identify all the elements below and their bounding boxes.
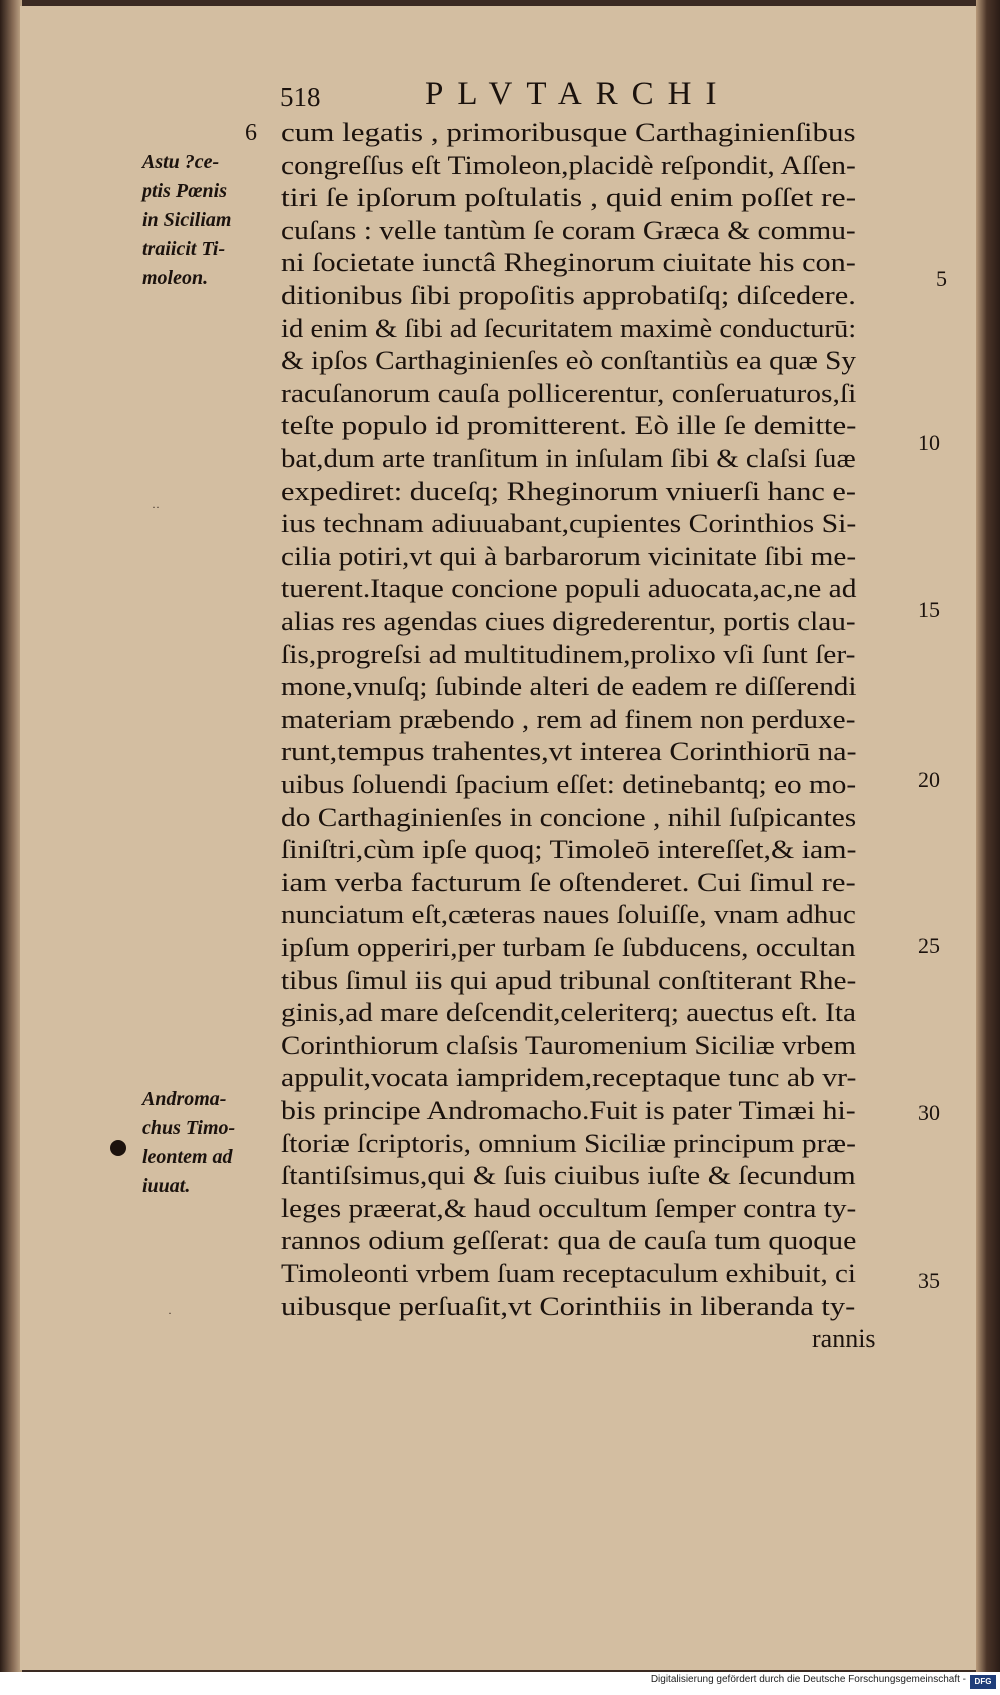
body-line: tuerent.Itaque concione populi aduocata,ac,ne ad: [281, 574, 857, 603]
body-line: ius technam adiuuabant,cupientes Corinthios Si-: [281, 509, 857, 538]
margin-bullet-mark: [110, 1140, 126, 1156]
marginal-note-line: iuuat.: [142, 1175, 191, 1197]
body-line: rannis: [812, 1324, 876, 1353]
marginal-note-line: ptis Pœnis: [142, 180, 228, 202]
running-title: PLVTARCHI: [425, 76, 731, 112]
margin-speck: ··: [152, 500, 160, 514]
page-right-edge: [976, 0, 1000, 1672]
body-line: nunciatum eſt,cæteras naues ſoluiſſe, vnam adhuc: [281, 900, 856, 929]
marginal-note-2: [142, 1085, 235, 1201]
body-line: Timoleonti vrbem ſuam receptaculum exhibuit, ci: [281, 1259, 856, 1288]
page-number: 518: [280, 82, 321, 112]
body-line: alias res agendas ciues digrederentur, portis clau-: [281, 607, 856, 636]
body-line: ipſum opperiri,per turbam ſe ſubducens, occultan: [281, 933, 856, 962]
body-line: uibusque perſuaſit,vt Corinthiis in liberanda ty-: [281, 1292, 856, 1321]
line-number: 20: [918, 767, 940, 792]
footer-strip: [0, 1672, 1000, 1695]
body-line: Corinthiorum claſsis Tauromenium Siciliæ vrbem: [281, 1031, 857, 1060]
marginal-note-1: [142, 148, 231, 293]
line-number: 35: [918, 1268, 940, 1293]
marginal-note-line: Astu ?ce-: [142, 151, 220, 173]
body-line: leges præerat,& haud occultum ſemper contra ty-: [281, 1194, 857, 1223]
line-number: 25: [918, 933, 940, 958]
dfg-logo: DFG: [970, 1675, 996, 1689]
body-line: bis principe Andromacho.Fuit is pater Timæi hi-: [281, 1096, 856, 1125]
marginal-note-line: Androma-: [142, 1088, 227, 1110]
line-number: 30: [918, 1100, 940, 1125]
body-line: ni ſocietate iunctâ Rheginorum ciuitate his con-: [281, 248, 856, 277]
body-line: appulit,vocata iampridem,receptaque tunc ab vr-: [281, 1063, 857, 1092]
marginal-note-line: moleon.: [142, 267, 209, 289]
body-line: ſtantiſsimus,qui & ſuis ciuibus iuſte & ſecundum: [281, 1161, 856, 1190]
body-line: teſte populo id promitterent. Eò ille ſe demitte-: [281, 411, 857, 440]
body-line: racuſanorum cauſa pollicerentur, conſeruaturos,ſi: [281, 379, 857, 408]
line-number: 15: [918, 597, 940, 622]
margin-speck: ·: [168, 1306, 172, 1320]
marginal-note-line: in Siciliam: [142, 209, 232, 231]
body-line: ginis,ad mare deſcendit,celeriterq; auectus eſt. Ita: [281, 998, 856, 1027]
body-line: ſiniſtri,cùm ipſe quoq; Timoleō intereſſet,& iam-: [281, 835, 857, 864]
body-line: cilia potiri,vt qui à barbarorum vicinitate ſibi me-: [281, 542, 857, 571]
body-line: materiam præbendo , rem ad finem non perduxe-: [281, 705, 856, 734]
digitization-credit: Digitalisierung gefördert durch die Deutsche Forschungsgemeinschaft -: [650, 1674, 966, 1685]
marginal-note-line: chus Timo-: [142, 1117, 236, 1139]
top-margin-mark: 6: [245, 120, 257, 146]
marginal-note-line: leontem ad: [142, 1146, 233, 1168]
body-line: cuſans : velle tantùm ſe coram Græca & commu-: [281, 216, 856, 245]
body-line: bat,dum arte tranſitum in inſulam ſibi & claſsi ſuæ: [281, 444, 856, 473]
body-line: & ipſos Carthaginienſes eò conſtantiùs ea quæ Sy: [281, 346, 856, 375]
body-line: tibus ſimul iis qui apud tribunal conſtiterant Rhe-: [281, 966, 857, 995]
line-number: 5: [936, 266, 947, 291]
body-line: rannos odium geſſerat: qua de cauſa tum quoque: [281, 1226, 857, 1255]
line-number: 10: [918, 430, 940, 455]
body-line: cum legatis , primoribusque Carthaginienſibus: [281, 118, 856, 147]
body-line: congreſſus eſt Timoleon,placidè reſpondit, Aſſen-: [281, 151, 856, 180]
body-line: do Carthaginienſes in concione , nihil ſuſpicantes: [281, 803, 857, 832]
body-line: ſtoriæ ſcriptoris, omnium Siciliæ principum præ-: [281, 1129, 856, 1158]
body-line: ſis,progreſsi ad multitudinem,prolixo vſi ſunt ſer-: [281, 640, 856, 669]
marginal-note-line: traiicit Ti-: [142, 238, 226, 260]
body-line: iam verba facturum ſe oſtenderet. Cui ſimul re-: [281, 868, 856, 897]
body-line: runt,tempus trahentes,vt interea Corinthiorū na-: [281, 737, 857, 766]
body-line: id enim & ſibi ad ſecuritatem maximè conducturū:: [281, 314, 857, 343]
body-line: mone,vnuſq; ſubinde alteri de eadem re diſſerendi: [281, 672, 857, 701]
body-line: ditionibus ſibi propoſitis approbatiſq; diſcedere.: [281, 281, 856, 310]
body-line: expediret: duceſq; Rheginorum vniuerſi hanc e-: [281, 477, 856, 506]
body-line: uibus ſoluendi ſpacium eſſet: detinebantq; eo mo-: [281, 770, 857, 799]
body-line: tiri ſe ipſorum poſtulatis , quid enim poſſet re-: [281, 183, 857, 212]
page-left-edge: [0, 0, 22, 1672]
